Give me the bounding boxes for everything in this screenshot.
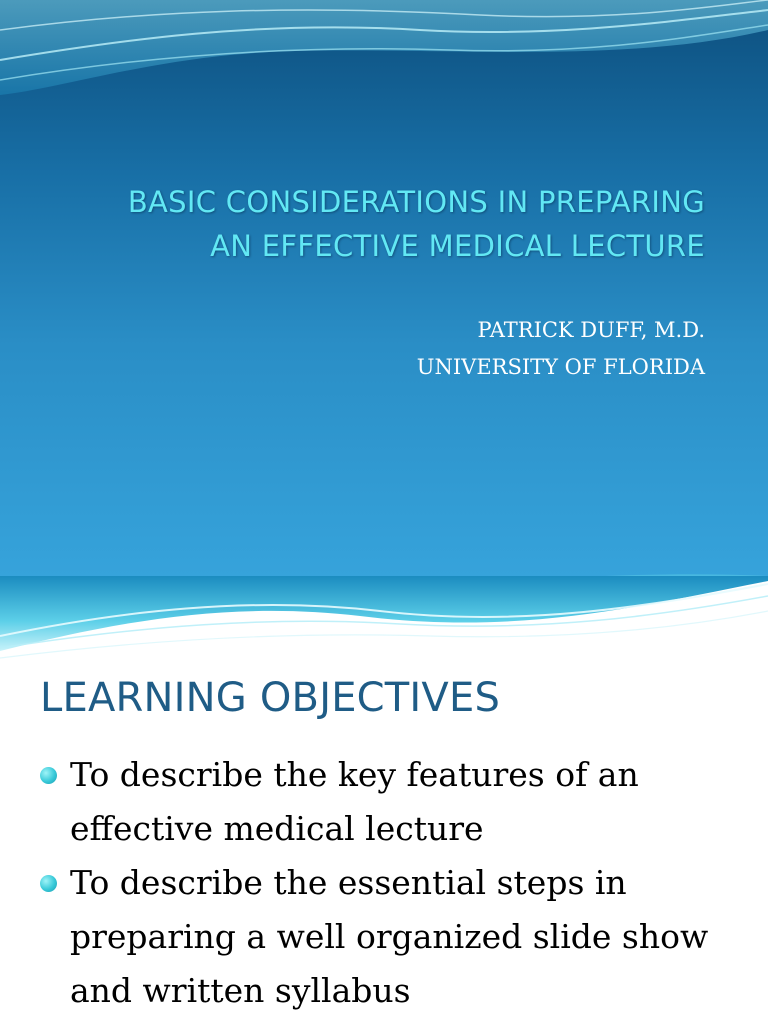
bullet-icon [40, 875, 57, 892]
author-name: PATRICK DUFF, M.D. [477, 318, 705, 342]
objectives-title: LEARNING OBJECTIVES [40, 675, 501, 721]
slide-title [60, 180, 705, 268]
bullet-text: To describe the key features of an effective medical lecture [70, 755, 639, 848]
slide-subtitle [300, 312, 705, 386]
list-item [40, 856, 740, 1018]
list-item [40, 748, 740, 856]
bullet-text: To describe the essential steps in preparing a well organized slide show and written syllabus [70, 863, 709, 1010]
title-line-1: BASIC CONSIDERATIONS IN PREPARING [127, 185, 705, 219]
objectives-list [40, 748, 740, 1018]
bullet-icon [40, 767, 57, 784]
objectives-slide [0, 576, 768, 1024]
institution: UNIVERSITY OF FLORIDA [416, 355, 705, 379]
title-line-2: AN EFFECTIVE MEDICAL LECTURE [210, 229, 705, 263]
decorative-wave [0, 576, 768, 666]
